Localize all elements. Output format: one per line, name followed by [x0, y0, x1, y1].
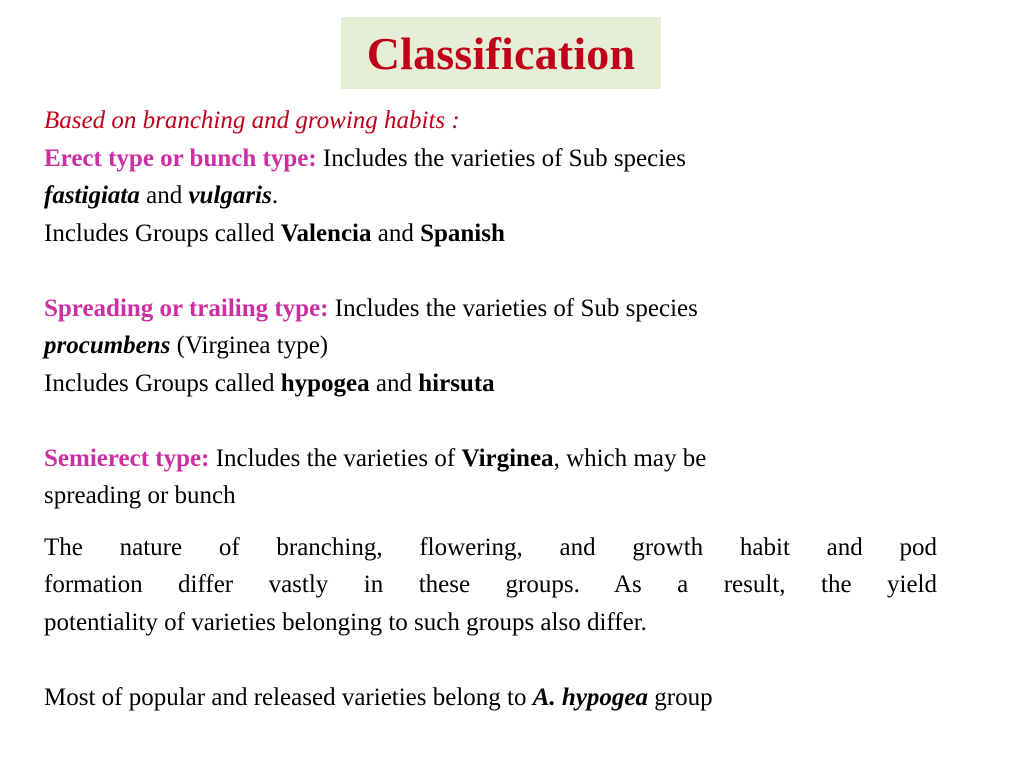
semierect-text-post: , which may be	[553, 444, 707, 472]
erect-line-1	[44, 140, 944, 178]
semierect-line-2: spreading or bunch	[44, 482, 236, 509]
semierect-group: Virginea	[461, 444, 554, 472]
popular-line	[44, 679, 944, 717]
spacer	[44, 515, 944, 529]
popular-suffix: group	[648, 683, 713, 711]
erect-line-3	[44, 215, 944, 253]
erect-label: Erect type or bunch type:	[44, 144, 317, 172]
nature-line-1: The nature of branching, flowering, and growth habit and pod	[44, 533, 937, 561]
semierect-text-pre: Includes the varieties of	[209, 444, 462, 472]
spreading-type-note: (Virginea type)	[170, 332, 329, 359]
erect-group-2: Spanish	[420, 219, 505, 247]
spreading-text: Includes the varieties of Sub species	[328, 294, 698, 322]
spreading-subspecies: procumbens	[44, 332, 171, 359]
spreading-line-1	[44, 290, 944, 328]
semierect-line-1	[44, 440, 944, 478]
slide-content	[44, 102, 944, 716]
nature-line-2: formation differ vastly in these groups. As a result, the yield	[44, 571, 937, 598]
erect-text: Includes the varieties of Sub species	[316, 144, 687, 172]
spreading-group-1: hypogea	[280, 369, 370, 397]
popular-text: Most of popular and released varieties belong to	[44, 683, 533, 711]
spacer	[44, 402, 944, 440]
semierect-label: Semierect type:	[44, 444, 210, 472]
erect-groups-prefix: Includes Groups called	[44, 219, 281, 247]
erect-subspecies-1: fastigiata	[44, 182, 140, 209]
spreading-groups-prefix: Includes Groups called	[44, 369, 281, 397]
title-box	[341, 17, 661, 89]
spacer	[44, 641, 944, 679]
spreading-and: and	[369, 369, 419, 397]
erect-line-2	[44, 177, 944, 215]
spreading-label: Spreading or trailing type:	[44, 294, 329, 322]
erect-period: .	[271, 182, 279, 209]
nature-line-3: potentiality of varieties belonging to such groups also differ.	[44, 608, 647, 636]
erect-and-1: and	[139, 182, 189, 209]
slide-title: Classification	[366, 27, 636, 79]
intro-line: Based on branching and growing habits :	[44, 107, 460, 134]
popular-species: A. hypogea	[532, 683, 649, 711]
spreading-line-3	[44, 365, 944, 403]
spreading-line-2	[44, 327, 944, 365]
spreading-group-2: hirsuta	[418, 369, 495, 397]
erect-and-2: and	[371, 219, 421, 247]
erect-group-1: Valencia	[280, 219, 372, 247]
erect-subspecies-2: vulgaris	[188, 182, 272, 209]
spacer	[44, 252, 944, 290]
